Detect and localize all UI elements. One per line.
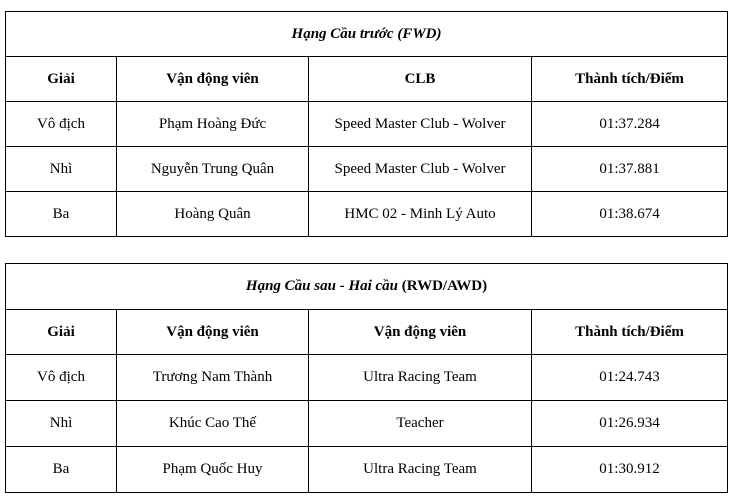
table-title	[6, 264, 728, 310]
results-table-fwd	[5, 11, 728, 237]
cell-award: Ba	[6, 447, 117, 493]
table-row	[6, 355, 728, 401]
cell-athlete: Phạm Quốc Huy	[117, 447, 309, 493]
results-table-rwd-awd	[5, 263, 728, 493]
table-title	[6, 12, 728, 57]
cell-award: Nhì	[6, 147, 117, 192]
column-header-award: Giải	[6, 57, 117, 102]
cell-club: Speed Master Club - Wolver	[309, 102, 532, 147]
cell-award: Vô địch	[6, 355, 117, 401]
cell-award: Ba	[6, 192, 117, 237]
table-row	[6, 147, 728, 192]
cell-club: Ultra Racing Team	[309, 355, 532, 401]
cell-award: Nhì	[6, 401, 117, 447]
table-header-row	[6, 310, 728, 355]
column-header-club: Vận động viên	[309, 310, 532, 355]
cell-result: 01:38.674	[532, 192, 728, 237]
column-header-athlete: Vận động viên	[117, 57, 309, 102]
cell-athlete: Hoàng Quân	[117, 192, 309, 237]
cell-athlete: Phạm Hoàng Đức	[117, 102, 309, 147]
table-row	[6, 401, 728, 447]
column-header-athlete: Vận động viên	[117, 310, 309, 355]
cell-club: HMC 02 - Minh Lý Auto	[309, 192, 532, 237]
table-row	[6, 102, 728, 147]
table-header-row	[6, 57, 728, 102]
column-header-club: CLB	[309, 57, 532, 102]
cell-club: Teacher	[309, 401, 532, 447]
cell-club: Speed Master Club - Wolver	[309, 147, 532, 192]
cell-athlete: Trương Nam Thành	[117, 355, 309, 401]
table-title-italic: Hạng Cầu trước (FWD)	[291, 25, 442, 42]
column-header-award: Giải	[6, 310, 117, 355]
cell-athlete: Nguyễn Trung Quân	[117, 147, 309, 192]
cell-club: Ultra Racing Team	[309, 447, 532, 493]
cell-result: 01:26.934	[532, 401, 728, 447]
column-header-result: Thành tích/Điểm	[532, 57, 728, 102]
column-header-result: Thành tích/Điểm	[532, 310, 728, 355]
table-title-italic: Hạng Cầu sau - Hai cầu	[245, 278, 399, 294]
table-title-row	[6, 12, 728, 57]
table-title-row	[6, 264, 728, 310]
table-title-normal: (RWD/AWD)	[398, 278, 488, 294]
cell-result: 01:37.881	[532, 147, 728, 192]
cell-athlete: Khúc Cao Thế	[117, 401, 309, 447]
cell-award: Vô địch	[6, 102, 117, 147]
cell-result: 01:30.912	[532, 447, 728, 493]
cell-result: 01:24.743	[532, 355, 728, 401]
cell-result: 01:37.284	[532, 102, 728, 147]
table-row	[6, 192, 728, 237]
table-row	[6, 447, 728, 493]
